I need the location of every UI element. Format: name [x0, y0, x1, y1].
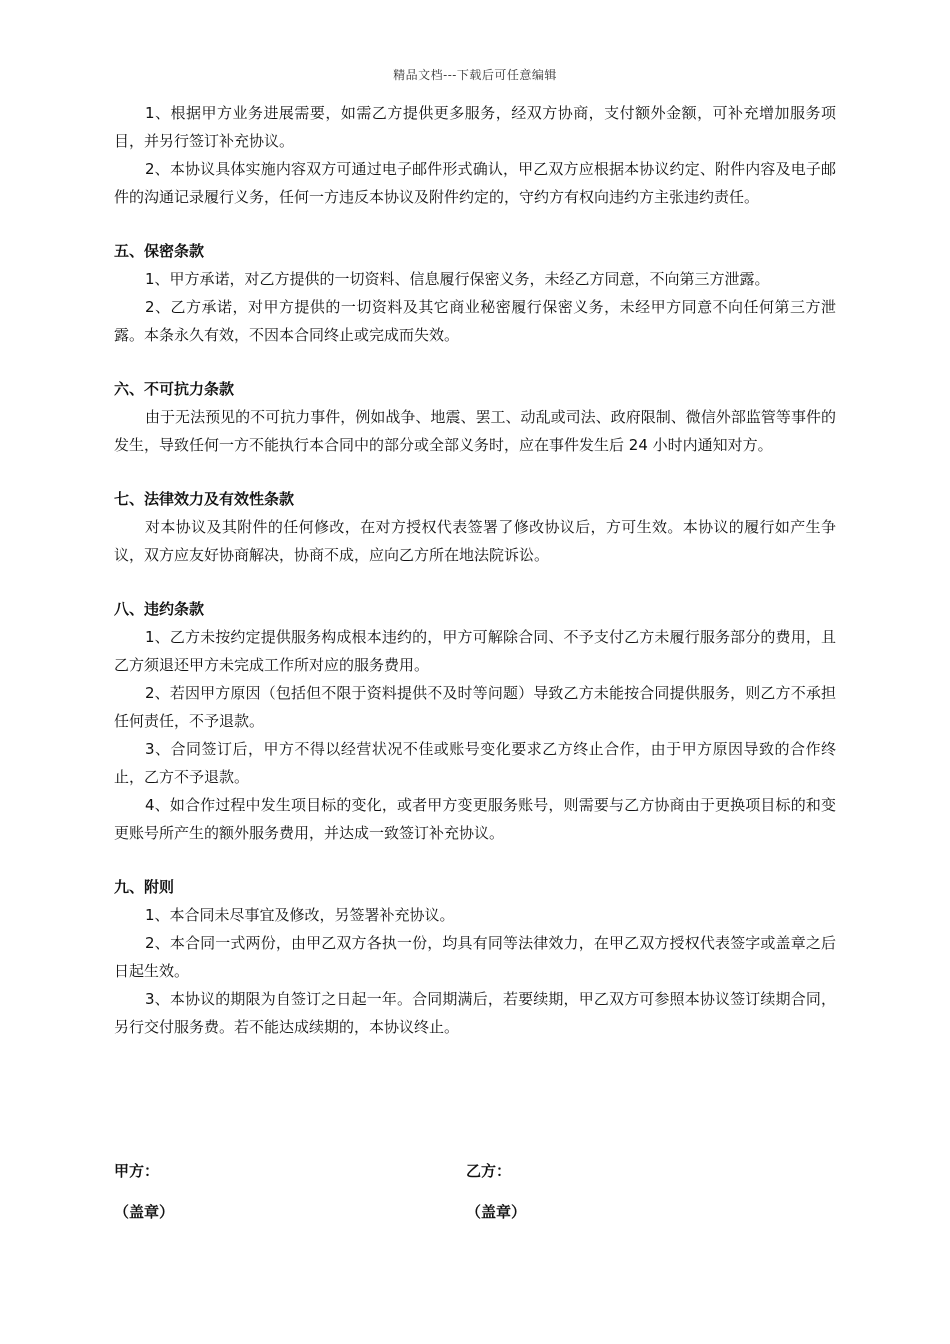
section-7-paragraph-1: 对本协议及其附件的任何修改，在对方授权代表签署了修改协议后，方可生效。本协议的履行如产生争议，双方应友好协商解决，协商不成，应向乙方所在地法院诉讼。	[114, 518, 836, 564]
page-header: 精品文档---下载后可任意编辑	[393, 68, 557, 82]
section-6-paragraph-1: 由于无法预见的不可抗力事件，例如战争、地震、罢工、动乱或司法、政府限制、微信外部监管等事件的发生，导致任何一方不能执行本合同中的部分或全部义务时，应在事件发生后 24 小时内通知对方。	[114, 408, 836, 454]
party-a-seal: （盖章）	[114, 1203, 175, 1221]
section-8-paragraph-3: 3、合同签订后，甲方不得以经营状况不佳或账号变化要求乙方终止合作，由于甲方原因导致的合作终止，乙方不予退款。	[114, 740, 836, 786]
section-heading-legal-effect: 七、法律效力及有效性条款	[114, 490, 295, 508]
section-heading-confidentiality: 五、保密条款	[114, 242, 205, 260]
section-heading-breach: 八、违约条款	[114, 600, 205, 618]
section-5-paragraph-2: 2、乙方承诺，对甲方提供的一切资料及其它商业秘密履行保密义务，未经甲方同意不向任何第三方泄露。本条永久有效，不因本合同终止或完成而失效。	[114, 298, 836, 344]
section-9-paragraph-2: 2、本合同一式两份，由甲乙双方各执一份，均具有同等法律效力，在甲乙双方授权代表签字或盖章之后日起生效。	[114, 934, 836, 980]
party-a-label: 甲方：	[114, 1162, 160, 1180]
section-8-paragraph-2: 2、若因甲方原因（包括但不限于资料提供不及时等问题）导致乙方未能按合同提供服务，则乙方不承担任何责任，不予退款。	[114, 684, 836, 730]
party-b-label: 乙方：	[466, 1162, 512, 1180]
section-8-paragraph-4: 4、如合作过程中发生项目标的变化，或者甲方变更服务账号，则需要与乙方协商由于更换项目标的和变更账号所产生的额外服务费用，并达成一致签订补充协议。	[114, 796, 836, 842]
section-heading-supplementary: 九、附则	[114, 878, 175, 896]
intro-paragraph-2: 2、本协议具体实施内容双方可通过电子邮件形式确认，甲乙双方应根据本协议约定、附件内容及电子邮件的沟通记录履行义务，任何一方违反本协议及附件约定的，守约方有权向违约方主张违约责任。	[114, 160, 836, 206]
section-8-paragraph-1: 1、乙方未按约定提供服务构成根本违约的，甲方可解除合同、不予支付乙方未履行服务部分的费用，且乙方须退还甲方未完成工作所对应的服务费用。	[114, 628, 836, 674]
section-9-paragraph-3: 3、本协议的期限为自签订之日起一年。合同期满后，若要续期，甲乙双方可参照本协议签订续期合同，另行交付服务费。若不能达成续期的，本协议终止。	[114, 990, 836, 1036]
intro-paragraph-1: 1、根据甲方业务进展需要，如需乙方提供更多服务，经双方协商，支付额外金额，可补充增加服务项目，并另行签订补充协议。	[114, 104, 836, 150]
section-heading-force-majeure: 六、不可抗力条款	[114, 380, 235, 398]
section-5-paragraph-1: 1、甲方承诺，对乙方提供的一切资料、信息履行保密义务，未经乙方同意，不向第三方泄露。	[145, 270, 770, 288]
document-body	[114, 99, 836, 1041]
section-9-paragraph-1: 1、本合同未尽事宜及修改，另签署补充协议。	[145, 906, 455, 924]
party-b-seal: （盖章）	[466, 1203, 527, 1221]
